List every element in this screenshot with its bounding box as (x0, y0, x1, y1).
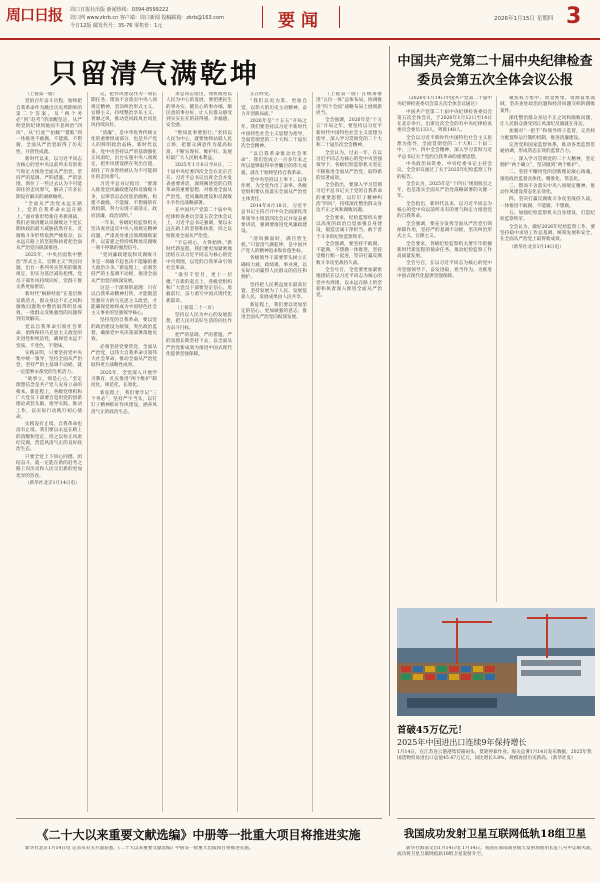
article-paragraph: （上接第一版）在统筹推进“五位一体”总体布局、协调推进“四个全面”战略布局上展现新担当。 (316, 92, 382, 116)
article-paragraph: 习近平总书记指出：“要深入推进党风廉政建设和反腐败斗争，以零容忍态度惩治腐败，构建不敢腐、不能腐、不想腐的有效机制，努力实现干部清正、政府清廉、政治清明。” (91, 182, 157, 219)
article-paragraph: 全会指出，要深入学习贯彻习近平总书记关于党的自我革命的重要思想，以钉钉子精神纠治“四风”，持续深化整治群众身边不正之风和腐败问题。 (316, 183, 382, 214)
right-article-column-b (500, 96, 595, 602)
article-paragraph: 2025年，中央层面集中整治“形式主义、官僚主义”突出问题，出台一系列务实管用的制度规定，切实为基层减负松绑，党员干部作风持续向好，党群干群关系更加密切。 (16, 253, 82, 290)
article-paragraph: 全会认为，2025年是“十四五”规划收官之年，也是落实全面从严治党战略部署的关键一年。 (397, 181, 492, 200)
article-paragraph: 各级领导干部要带头树立正确权力观、政绩观、事业观，以实际行动赢得人民群众的信任和拥护。 (241, 256, 307, 281)
article-paragraph: 党中央坚持以上率下、以身作则，为全党作出了表率。各级党组织要认真落实全面从严治党主体责任。 (241, 177, 307, 202)
bottom-left-article-title: 《二十大以来重要文献选编》中册等一批重大项目将推进实施 (36, 828, 361, 842)
article-paragraph: 全会号召，在以习近平同志为核心的党中央坚强领导下，奋发进取、担当作为，为推进中国式现代化提供坚强保障。 (397, 261, 492, 280)
article-paragraph: 党的百年奋斗历程，始终把自我革命作为跳出历史周期率的第二个答案。从“两个务必”到“赶考”的清醒坚定，从严明党的纪律到驰而不息纠治“四风”，从“打虎”“拍蝇”“猎狐”到一体推进不敢腐、不能腐、不想腐，全面从严治党取得了历史性、开创性成就。 (16, 99, 82, 155)
article-paragraph: 坚持以人民为中心的发展思想，把人民对美好生活的向往作为奋斗目标。 (166, 313, 232, 331)
port-photo-illustration (397, 608, 595, 716)
article-paragraph: “清风拂面时，满目皆生机。”只留清气满乾坤，是中国共产党人的精神追求和价值坐标。 (241, 236, 307, 255)
article-paragraph: 正在经受。 (250, 92, 273, 97)
article-paragraph: 坚持把人民利益放在最高位置，坚持发展为了人民、发展依靠人民、发展成果由人民共享。 (241, 282, 307, 301)
article-paragraph: “绝知此事要躬行。”坚持以人民为中心，就要始终站稳人民立场，把群众满意作为最高标准，不断实现好、维护好、发展好最广大人民根本利益。 (166, 130, 232, 161)
right-article-column-a (397, 96, 492, 602)
article-paragraph: “清廉”，是中华优秀传统文化的重要组成部分，也是共产党人的鲜明政治品格。新时代以来，党中央坚持以严的基调强化正风肃纪，出台实施中央八项规定，把作风建设摆在突出位置，刹住了许多曾经被认为不可能刹住的歪风邪气。 (91, 130, 157, 180)
masthead-info-line-2: 周口网 www.zkrb.cn 客户端：周口新闻 投稿邮箱：zkrb@163.com (70, 15, 224, 21)
article-paragraph: 这是一个深刻的道理：只有以自我革命精神打铁，才能锻造坚强有力的马克思主义政党，才能确保党始终成为中国特色社会主义事业的坚强领导核心。 (91, 285, 157, 317)
bottom-right-paragraph: 新华社海南文昌1月14日电 1月14日，我国在海南商业航天发射场使用长征八号甲运载火箭，成功将卫星互联网低轨18组卫星发射升空。 (397, 846, 595, 858)
bottom-right-article-title: 我国成功发射卫星互联网低轨18组卫星 (403, 828, 587, 840)
masthead-info-line-3: 今日12版 邮发代号：35-76 零售价：1元 (70, 23, 163, 29)
bottom-right-article-text (397, 846, 595, 878)
column-divider (312, 92, 313, 812)
lead-article-column-3 (166, 92, 232, 812)
article-paragraph: 坚持党的自我革命，要以党的政治建设为统领，突出政治监督，确保党中央决策部署落地见效。 (91, 318, 157, 343)
newspaper-logo: 周口日报 (6, 6, 63, 24)
article-paragraph: 四、坚决打赢反腐败斗争攻坚战持久战，一体推进不敢腐、不能腐、不想腐。 (500, 197, 595, 209)
article-paragraph: 全会认为，做好2026年纪检监察工作，要坚持稳中求进工作总基调，统筹发展和安全，在全面从严治党上取得新成效。 (500, 224, 595, 243)
article-paragraph: （上接第二十一页） (175, 305, 217, 311)
photo-caption-text: 1月14日，在江苏连云港港集装箱码头，货轮停靠作业。海关总署1月14日发布数据，2025年我国货物贸易进出口总值45.47万亿元，同比增长3.8%，规模再创历史新高。（新华社发） (397, 750, 592, 762)
article-paragraph: “我们以史为鉴、更加自觉，以伟大的历史主动精神，奋力开创新局面。” (241, 99, 307, 117)
article-paragraph: 2026年是“十五五”开局之年。我们要坚持以习近平新时代中国特色社会主义思想为指导，全面贯彻党的二十大和二十届历次全会精神。 (241, 119, 307, 150)
port-container-photo (397, 608, 595, 716)
page-number: 3 (566, 4, 582, 29)
article-paragraph: 新时代以来，以习近平同志为核心的党中央以前所未有的勇气和定力推进全面从严治党，坚持严的基调、严的措施、严的氛围，刹住了一些过去认为不可能刹住的歪风邪气，解决了许多长期没有解决的顽瘴痼疾。 (16, 156, 82, 200)
article-paragraph: 完善党和国家监督体系，推动各类监督贯通协调，形成常态长效的监督合力。 (500, 143, 595, 155)
lead-article-column-1 (16, 92, 82, 812)
article-paragraph: 全会认为，过去一年，在以习近平同志为核心的党中央坚强领导下，各级纪检监察机关坚定不移推进全面从严治党，取得新的显著成效。 (316, 150, 382, 181)
article-paragraph: 2025年1月6日至8日，二十届中央纪委四次全会在北京召开。习近平总书记出席全会并发表重要讲话，深刻阐述党的自我革命的重要思想，对推进全面从严治党、党风廉政建设和反腐败斗争作出战略部署。 (166, 163, 232, 207)
article-paragraph: 聚焦权力集中、资金密集、资源富集领域，坚决查处政治问题和经济问题交织的腐败案件。 (500, 96, 595, 114)
column-divider (162, 92, 163, 812)
article-paragraph: 在中国共产党第二十届中央纪律检查委员会第五次全体会议上，习近平总书记强调，要以永远在路上的坚韧和执着，持之以恒推进全面从严治党。 (166, 208, 232, 239)
article-paragraph: 实践证明，只要坚持党中央集中统一领导，坚持全面从严治党，坚持严的主基调不动摇，就一定能够永葆党的生机活力。 (16, 350, 82, 375)
article-paragraph: 全会强调，2026年是“十五五”开局之年。要坚持以习近平新时代中国特色社会主义思想为指导，深入学习贯彻党的二十大和二十届历次全会精神。 (316, 118, 382, 149)
article-paragraph: 中国共产党第二十届中央纪律检查委员会第五次全体会议，于2026年1月12日至14日在北京举行。出席这次全会的有中央纪律检查委员会委员133人，列席148人。 (397, 109, 492, 134)
article-paragraph: 实践没有止境，自我革命也没有止境。我们要以永远在路上的清醒和坚定，持之以恒正风肃纪反腐，营造风清气正的良好政治生态。 (16, 422, 82, 453)
column-divider (237, 92, 238, 812)
article-paragraph: （新华社北京1月14日电） (509, 244, 564, 250)
article-paragraph: “欲穷千里目，更上一层楼。”在新的起点上，各级党组织和广大党员干部要坚定信心、勇毅前行，奋力谱写中国式现代化新篇章。 (166, 273, 232, 304)
masthead-info-line-1: 周口日报社出版 新闻热线：0394-8599222 (70, 7, 169, 13)
article-paragraph: 二、坚持不懈用党的创新理论凝心铸魂，推进政治监督具体化、精准化、常态化。 (500, 170, 595, 182)
article-paragraph: 新征程上，我们要牢记“三个务必”，坚持严字当头，以钉钉子精神抓好作风建设，涵养风清气正的政治生态。 (91, 390, 157, 415)
article-paragraph: 全会要求，各级纪检监察机关要牢牢把握新时代新征程的使命任务，推动纪检监察工作高质量发展。 (397, 241, 492, 260)
article-paragraph: 一、深入学习贯彻党的二十大精神，坚定拥护“两个确立”，坚决做到“两个维护”。 (500, 156, 595, 168)
article-paragraph: （上接第一版） (25, 92, 58, 97)
article-paragraph: 全会指出，新时代以来，以习近平同志为核心的党中央以前所未有的勇气和定力推进党的自我革命。 (397, 201, 492, 220)
section-divider (389, 46, 390, 816)
article-paragraph: 全会强调，要坚持不敢腐、不能腐、不想腐一体推进，坚持受贿行贿一起查，坚决打赢反腐败斗争攻坚战持久战。 (316, 241, 382, 266)
article-paragraph: 一年来，各级纪检监察机关坚决查处违反中央八项规定精神问题，严肃查处重点领域腐败案件，以雷霆之势持续释放反腐败一刻不停歇的强烈信号。 (91, 220, 157, 252)
article-paragraph: 只要全党上下同心同德、团结奋斗，就一定能在新的赶考之路上向历史和人民交出新的更加优异的答卷。 (16, 454, 82, 479)
bottom-left-paragraph: 新华社北京1月14日电 记者从有关方面获悉，《二十大以来重要文献选编》中册等一批重大出版项目将推进实施。 (25, 846, 254, 851)
lead-article-title: 只留清气满乾坤 (50, 59, 260, 90)
article-paragraph: 三、锲而不舍落实中央八项规定精神，推动作风建设常态化长效化。 (500, 183, 595, 196)
article-paragraph: 记，把作风建设作为一项长期任务，锲而不舍落实中央八项规定精神，坚决纠治形式主义、官僚主义，持续整治享乐主义、奢靡之风，推动党风政风社风民风持续向好。 (91, 92, 157, 129)
right-article-title: 中国共产党第二十届中央纪律检查委员会第五次全体会议公报 (397, 54, 593, 88)
bottom-divider (397, 818, 595, 819)
article-paragraph: 2014年8月18日，习近平总书记主持召开中央全面深化改革领导小组第四次会议并发表重要讲话，强调要推进党风廉政建设。 (241, 204, 307, 235)
article-paragraph: 全会要求，纪检监察机关要以高度的政治自觉加强自身建设，锻造忠诚干净担当、敢于善于斗争的纪检监察铁军。 (316, 215, 382, 240)
article-paragraph: 全会强调，要充分发挥全面从严治党引领保障作用，坚持严的基调不动摇，坚决纠治形式主义、官僚主义。 (397, 221, 492, 240)
article-paragraph: 2025年，全党深入开展学习教育，扎实推进“两个维护”制度化、规范化、长效化。 (91, 370, 157, 389)
article-paragraph: 党以自我革命引领社会革命，始终保持马克思主义政党的先进性和纯洁性，确保党永远不变质、不变色、不变味。 (16, 324, 82, 349)
article-paragraph: 深化整治群众身边不正之风和腐败问题，让人民群众感受到正风肃纪反腐就在身边。 (500, 115, 595, 128)
article-paragraph: “不忘初心，方得始终。”新时代新征程，我们要更加紧密地团结在以习近平同志为核心的党中央周围，以党的自我革命引领社会革命。 (166, 240, 232, 272)
article-paragraph: 中央政治局常委、中央纪委书记主持会议。全会审议通过了关于2025年纪检监察工作的报告。 (397, 161, 492, 180)
article-paragraph: “欲事立，须是心立。”坚定理想信念是共产党人安身立命的根本。新征程上，各级党组织和广大党员干部要自觉用党的创新理论武装头脑、指导实践、推动工作，以实际行动践行初心使命。 (16, 377, 82, 420)
photo-caption-subtitle: 2025年中国进出口连续9年保持增长 (397, 738, 527, 747)
bottom-divider (16, 818, 382, 819)
lead-article-column-2 (91, 92, 157, 812)
article-paragraph: 全会号召，全党要更加紧密地团结在以习近平同志为核心的党中央周围，以永远在路上的坚韧和执着深入推进全面从严治党。 (316, 268, 382, 299)
article-paragraph: 五、加强纪检监察机关自身建设，打造纪检监察铁军。 (500, 211, 595, 223)
article-paragraph: 全会以习近平新时代中国特色社会主义思想为指导，全面贯彻党的二十大和二十届二中、三中、四中全会精神，深入学习贯彻习近平总书记关于党的自我革命的重要思想。 (397, 135, 492, 160)
column-divider (496, 96, 497, 602)
section-title: 要闻 (262, 6, 340, 28)
article-paragraph: 新时代“枫桥经验”在基层焕发新活力，群众身边不正之风和腐败问题集中整治取得明显成效，一批群众反映强烈的问题得到有效解决。 (16, 292, 82, 323)
article-paragraph: 把严的基调、严的措施、严的氛围长期坚持下去，以全面从严治党新成效为推进中国式现代化提供坚强保障。 (166, 332, 232, 357)
article-paragraph: “党风廉政建设和反腐败斗争是一场输不起也决不能输的重大政治斗争。”新征程上，必须坚持严的主基调不动摇，推进全面从严治党向纵深发展。 (91, 253, 157, 284)
article-paragraph: 加强对“一把手”和领导班子监督，完善权力配置和运行制约机制，推进清廉建设。 (500, 129, 595, 141)
issue-date: 2026年1月15日 星期四 (494, 16, 554, 22)
article-paragraph: （新华社北京1月14日电） (25, 480, 80, 486)
article-paragraph: 求是同志指出，加快推进以人民为中心的发展，要把惠民生的事办实、暖民心的事办细、顺民意的事办好，让人民群众感受到实实在在的获得感、幸福感、安全感。 (166, 92, 232, 129)
lead-article-column-5 (316, 92, 382, 812)
lead-article-column-4 (241, 92, 307, 812)
bottom-left-article-text (16, 846, 382, 878)
article-paragraph: （2026年1月14日中国共产党第二十届中央纪律检查委员会第五次全体会议通过） (397, 96, 492, 108)
article-paragraph: “以自我革命推动社会革命”，我们党成立一百多年来之所以能够取得举世瞩目的伟大成就，就在于始终坚持自我革命。 (241, 151, 307, 176)
article-paragraph: 必须坚持党要管党、全面从严治党，以伟大自我革命引领伟大社会革命，推动全面从严治党取得更大战略性成果。 (91, 344, 157, 369)
article-paragraph: 新征程上，我们要以更加坚定的信心、更加顽强的意志，推进全面从严治党向纵深发展。 (241, 302, 307, 321)
photo-caption-title: 首破45万亿元！ (397, 725, 468, 736)
column-divider (87, 92, 88, 812)
masthead (0, 0, 600, 40)
article-paragraph: “全面从严治党永远在路上，党的自我革命永远在路上。”面对新形势新任务新挑战，我们必须清醒认识腐败这个党长期执政的最大威胁依然存在，反腐败斗争形势依然严峻复杂，以永远在路上的坚韧和执着把全面从严治党向纵深推进。 (16, 202, 82, 252)
